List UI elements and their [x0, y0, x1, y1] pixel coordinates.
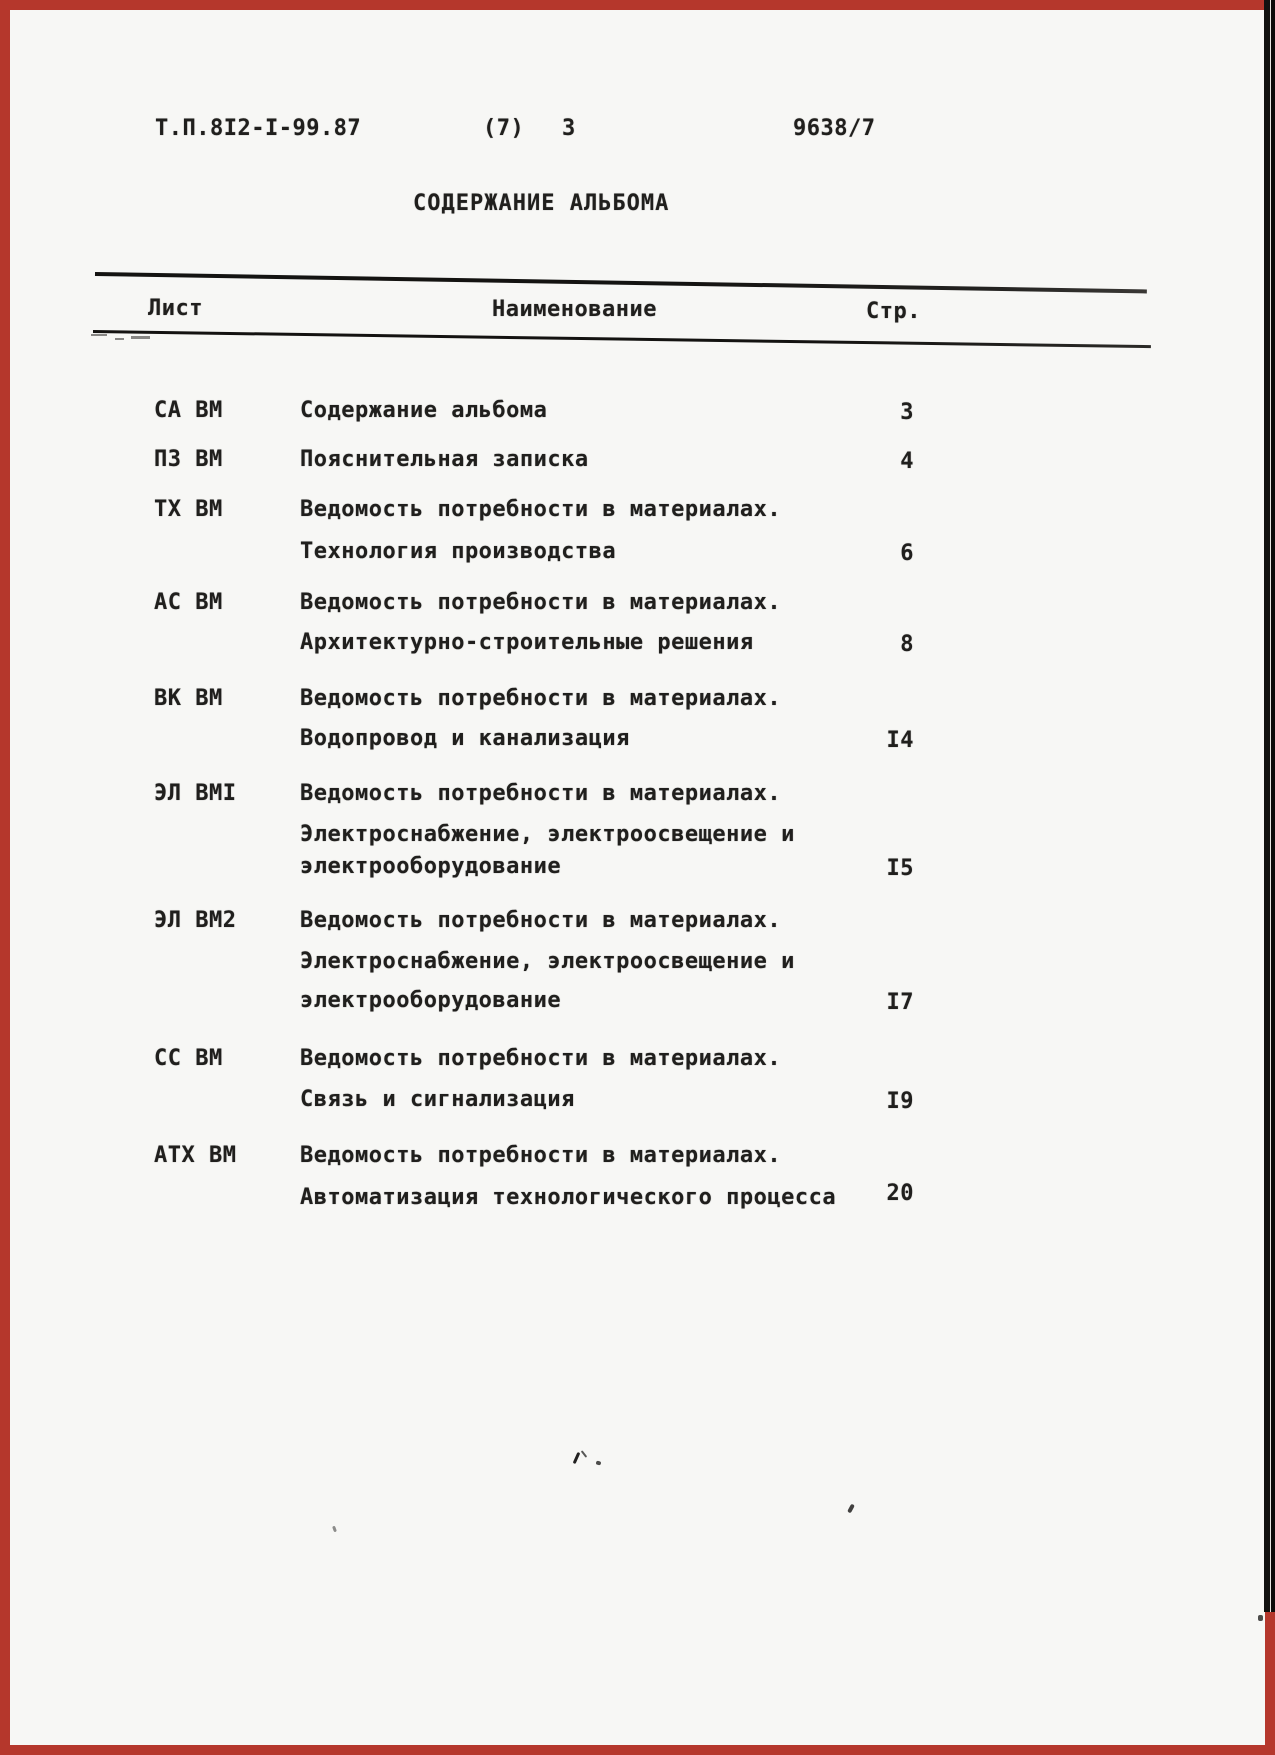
row-name-line: Электроснабжение, электроосвещение и: [300, 822, 795, 847]
row-name-line: Пояснительная записка: [300, 447, 589, 472]
row-name-line: Содержание альбома: [300, 398, 548, 423]
row-page: I7: [886, 990, 914, 1015]
row-name-line: Электроснабжение, электроосвещение и: [300, 949, 795, 974]
row-name-line: Связь и сигнализация: [300, 1087, 575, 1112]
scan-edge-black-band: [1264, 0, 1275, 1612]
row-name-line: электрооборудование: [300, 988, 562, 1013]
row-code: ЭЛ ВМI: [154, 781, 237, 806]
row-page: 20: [886, 1181, 914, 1206]
sheet-count: (7): [483, 116, 525, 141]
row-code: АТХ ВМ: [154, 1143, 237, 1168]
doc-number: Т.П.8I2-I-99.87: [155, 116, 362, 141]
row-code: СС ВМ: [154, 1046, 223, 1071]
row-page: 4: [900, 449, 914, 474]
row-name-line: Технология производства: [300, 539, 617, 564]
row-page: I9: [886, 1089, 914, 1114]
ink-speck: [1258, 1615, 1263, 1621]
row-code: АС ВМ: [154, 590, 223, 615]
row-page: I4: [886, 728, 914, 753]
column-header-page: Стр.: [866, 299, 921, 324]
row-name-line: Ведомость потребности в материалах.: [300, 590, 782, 615]
row-code: ЭЛ ВМ2: [154, 908, 237, 933]
column-header-sheet: Лист: [148, 296, 203, 321]
row-name-line: Ведомость потребности в материалах.: [300, 1046, 782, 1071]
row-name-line: Ведомость потребности в материалах.: [300, 781, 782, 806]
row-page: I5: [886, 856, 914, 881]
row-code: ВК ВМ: [154, 686, 223, 711]
row-page: 3: [900, 400, 914, 425]
page-title: СОДЕРЖАНИЕ АЛЬБОМА: [413, 191, 670, 216]
row-code: СА ВМ: [154, 398, 223, 423]
row-name-line: Водопровод и канализация: [300, 726, 630, 751]
row-name-line: Автоматизация технологического процесса: [300, 1185, 837, 1210]
page-number: 3: [562, 116, 576, 141]
row-code: ПЗ ВМ: [154, 447, 223, 472]
row-page: 6: [900, 541, 914, 566]
row-name-line: Ведомость потребности в материалах.: [300, 1143, 782, 1168]
row-name-line: электрооборудование: [300, 854, 562, 879]
row-name-line: Ведомость потребности в материалах.: [300, 908, 782, 933]
row-name-line: Ведомость потребности в материалах.: [300, 686, 782, 711]
column-header-name: Наименование: [492, 297, 657, 322]
row-code: ТХ ВМ: [154, 497, 223, 522]
inventory-number: 9638/7: [793, 116, 876, 141]
row-name-line: Архитектурно-строительные решения: [300, 630, 754, 655]
row-page: 8: [900, 632, 914, 657]
row-name-line: Ведомость потребности в материалах.: [300, 497, 782, 522]
